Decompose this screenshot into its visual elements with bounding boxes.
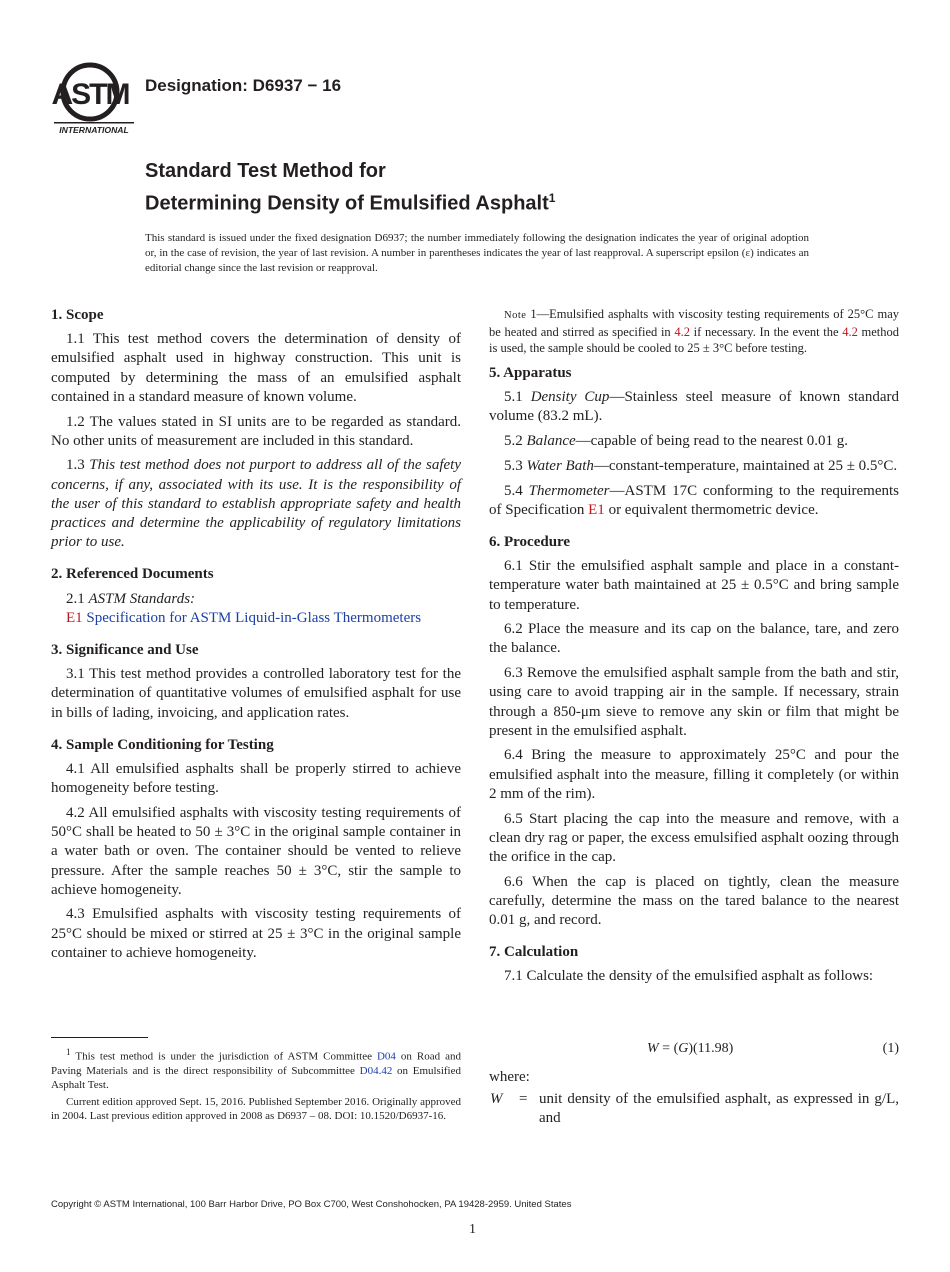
para-5-1: 5.1 Density Cup—Stainless steel measure of known standard volume (83.2 mL). bbox=[489, 389, 899, 425]
footnote bbox=[51, 1045, 461, 1127]
para-6-1: 6.1 Stir the emulsified asphalt sample and place in a constant-temperature water bath maintained at 25 ± 0.5°C and bring sample to temperature. bbox=[489, 558, 899, 613]
document-title bbox=[145, 158, 555, 218]
designation: Designation: D6937 − 16 bbox=[145, 76, 342, 95]
section-heading-calculation: 7. Calculation bbox=[489, 944, 579, 961]
spec-e1-link[interactable]: E1 bbox=[588, 501, 605, 518]
para-3-1: 3.1 This test method provides a controlled laboratory test for the determination of quantitative volumes of emulsified asphalt for use in bills of lading, invoicing, and application rates. bbox=[51, 666, 461, 721]
definition-equals: = bbox=[519, 1091, 528, 1107]
where-label: where: bbox=[489, 1069, 530, 1085]
section-heading-procedure: 6. Procedure bbox=[489, 533, 571, 550]
svg-text:ASTM: ASTM bbox=[51, 78, 129, 111]
para-1-1: 1.1 This test method covers the determination of density of emulsified asphalt used in highway construction. This unit is computed by determining the mass of an emulsified asphalt contained in a standard measure of known volume. bbox=[51, 331, 461, 405]
para-2-1: 2.1 ASTM Standards: bbox=[66, 590, 196, 607]
para-1-3: 1.3 This test method does not purport to address all of the safety concerns, if any, associated with its use. It is the responsibility of the user of this standard to establish appropriate safety and health practices and determine the applicability of regulatory limitations prior to use. bbox=[51, 457, 462, 551]
equation-number: (1) bbox=[882, 1041, 899, 1056]
para-6-6: 6.6 When the cap is placed on tightly, clean the measure carefully, determine the mass on the tared balance to the nearest 0.01 g, and record. bbox=[489, 873, 899, 929]
para-5-2: 5.2 Balance—capable of being read to the nearest 0.01 g. bbox=[504, 433, 849, 450]
left-column bbox=[51, 306, 461, 969]
para-7-1: 7.1 Calculate the density of the emulsified asphalt as follows: bbox=[504, 968, 874, 985]
ref-e1-link[interactable]: E1 bbox=[66, 609, 83, 626]
title-footnote-mark: 1 bbox=[548, 191, 556, 205]
svg-text:INTERNATIONAL: INTERNATIONAL bbox=[59, 125, 129, 135]
astm-logo bbox=[50, 60, 136, 136]
para-6-3: 6.3 Remove the emulsified asphalt sample from the bath and stir, using care to avoid trapping air in the sample. If necessary, strain through a 850-μm sieve to remove any skin or film that might be present in the emulsified asphalt. bbox=[489, 665, 899, 739]
page-number: 1 bbox=[469, 1222, 476, 1237]
note-link-4-2-a[interactable]: 4.2 bbox=[674, 325, 690, 339]
title-line-1: Standard Test Method for bbox=[145, 160, 386, 182]
d04-42-link[interactable]: D04.42 bbox=[359, 1064, 393, 1077]
ref-e1-title-link[interactable]: Specification for ASTM Liquid-in-Glass Thermometers bbox=[86, 609, 422, 626]
section-heading-conditioning: 4. Sample Conditioning for Testing bbox=[51, 736, 274, 753]
section-heading-apparatus: 5. Apparatus bbox=[489, 365, 572, 381]
equation-expression: W = (G)(11.98) bbox=[647, 1041, 734, 1056]
reference-e1 bbox=[51, 609, 461, 628]
footnote-edition: Current edition approved Sept. 15, 2016. Published September 2016. Originally approved in 2004. Last previous edition approved in 2008 as D6937 – 08. DOI: 10.1520/D6937-16. bbox=[51, 1096, 461, 1123]
note-1: Note 1—Emulsified asphalts with viscosity testing requirements of 25°C may be heated and stirred as specified in 4.2 if necessary. In the event the 4.2 method is used, the sample should be cooled to 25 ± 3°C before testing. bbox=[489, 307, 900, 355]
d04-link[interactable]: D04 bbox=[376, 1050, 396, 1063]
para-1-2: 1.2 The values stated in SI units are to be regarded as standard. No other units of measurement are included in this standard. bbox=[51, 413, 461, 449]
para-5-3: 5.3 Water Bath—constant-temperature, maintained at 25 ± 0.5°C. bbox=[504, 457, 898, 474]
para-6-2: 6.2 Place the measure and its cap on the balance, tare, and zero the balance. bbox=[489, 621, 899, 657]
para-6-4: 6.4 Bring the measure to approximately 25°C and pour the emulsified asphalt into the measure, filling it completely (or within 2 mm of the rim). bbox=[489, 747, 899, 802]
copyright: Copyright © ASTM International, 100 Barr Harbor Drive, PO Box C700, West Conshohocken, PA 19428-2959. United States bbox=[51, 1199, 572, 1210]
para-4-3: 4.3 Emulsified asphalts with viscosity testing requirements of 25°C should be mixed or stirred at 25 ± 3°C in the original sample container to achieve homogeneity. bbox=[51, 906, 461, 961]
preamble: This standard is issued under the fixed designation D6937; the number immediately following the designation indicates the year of original adoption or, in the case of revision, the year of last revision. A number in parentheses indicates the year of last reapproval. A superscript epsilon (ε) indicates an editorial change since the last revision or reapproval. bbox=[145, 232, 809, 275]
section-heading-significance: 3. Significance and Use bbox=[51, 642, 199, 659]
right-column bbox=[489, 306, 899, 992]
note-link-4-2-b[interactable]: 4.2 bbox=[842, 325, 858, 339]
para-5-4: 5.4 Thermometer—ASTM 17C conforming to the requirements of Specification E1 or equivalent thermometric device. bbox=[489, 482, 900, 518]
para-6-5: 6.5 Start placing the cap into the measure and remove, with a clean dry rag or paper, the excess emulsified asphalt oozing through the orifice in the cap. bbox=[489, 810, 899, 865]
para-4-2: 4.2 All emulsified asphalts with viscosity testing requirements of 50°C shall be heated to 50 ± 3°C in the original sample container in a water bath or oven. The container should be vented to relieve pressure. After the sample reaches 50 ± 3°C, stir the sample to achieve homogeneity. bbox=[51, 804, 461, 898]
footnote-rule bbox=[51, 1037, 148, 1038]
footnote-jurisdiction: $^1$ This test method is under the jurisdiction of ASTM Committee D04 on Road and Paving Materials and is the direct responsibility of Subcommittee D04.42 on Emulsified Asphalt Test. bbox=[51, 1047, 462, 1092]
section-heading-scope: 1. Scope bbox=[51, 307, 104, 323]
para-4-1: 4.1 All emulsified asphalts shall be properly stirred to achieve homogeneity before testing. bbox=[51, 761, 461, 797]
definition-text: unit density of the emulsified asphalt, as expressed in g/L, and bbox=[539, 1091, 899, 1127]
title-line-2: Determining Density of Emulsified Asphalt$^1$ bbox=[145, 191, 556, 215]
section-heading-referenced: 2. Referenced Documents bbox=[51, 566, 214, 583]
definition-symbol: W bbox=[490, 1091, 503, 1107]
